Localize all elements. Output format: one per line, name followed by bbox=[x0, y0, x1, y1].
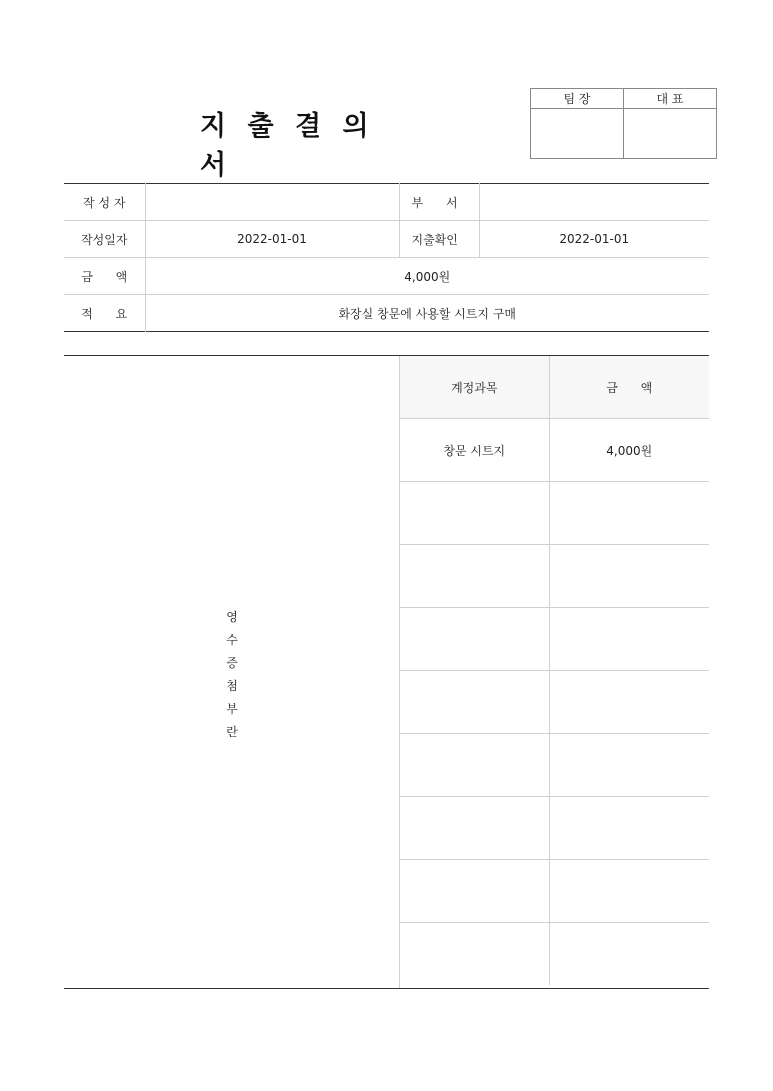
account-items-table bbox=[400, 356, 709, 985]
amount-header: 금 액 bbox=[549, 356, 709, 419]
approval-sign-ceo[interactable] bbox=[624, 109, 717, 159]
summary-value[interactable]: 화장실 창문에 사용할 시트지 구매 bbox=[338, 306, 517, 321]
approval-sign-team-lead[interactable] bbox=[531, 109, 624, 159]
writer-label: 작 성 자 bbox=[64, 184, 145, 221]
receipt-label-char: 수 bbox=[226, 633, 238, 647]
table-row bbox=[400, 860, 709, 923]
account-cell[interactable]: 창문 시트지 bbox=[400, 419, 549, 482]
receipt-attachment-area[interactable] bbox=[64, 356, 400, 988]
table-row bbox=[400, 545, 709, 608]
table-row bbox=[400, 419, 709, 482]
amount-cell[interactable] bbox=[549, 482, 709, 545]
date-value[interactable]: 2022-01-01 bbox=[145, 221, 399, 258]
account-cell[interactable] bbox=[400, 608, 549, 671]
amount-cell[interactable] bbox=[549, 734, 709, 797]
table-row bbox=[400, 923, 709, 986]
confirm-label: 지출확인 bbox=[399, 221, 479, 258]
receipt-section bbox=[64, 355, 709, 989]
dept-label: 부 서 bbox=[399, 184, 479, 221]
account-cell[interactable] bbox=[400, 797, 549, 860]
amount-cell[interactable] bbox=[549, 545, 709, 608]
amount-value[interactable]: 4,000원 bbox=[145, 258, 709, 295]
account-cell[interactable] bbox=[400, 734, 549, 797]
account-cell[interactable] bbox=[400, 923, 549, 986]
account-cell[interactable] bbox=[400, 671, 549, 734]
approval-box bbox=[530, 88, 717, 159]
date-label: 작성일자 bbox=[64, 221, 145, 258]
amount-cell[interactable] bbox=[549, 671, 709, 734]
receipt-label-char: 증 bbox=[226, 656, 238, 670]
receipt-label-char: 영 bbox=[226, 610, 238, 624]
account-cell[interactable] bbox=[400, 545, 549, 608]
table-row bbox=[400, 482, 709, 545]
table-row bbox=[400, 671, 709, 734]
summary-label: 적 요 bbox=[64, 295, 145, 332]
amount-cell[interactable] bbox=[549, 797, 709, 860]
receipt-label-char: 란 bbox=[226, 725, 238, 739]
info-table bbox=[64, 183, 709, 332]
account-cell[interactable] bbox=[400, 860, 549, 923]
amount-cell[interactable] bbox=[549, 923, 709, 986]
amount-label: 금 액 bbox=[64, 258, 145, 295]
table-row bbox=[400, 797, 709, 860]
table-row bbox=[400, 608, 709, 671]
account-header: 계정과목 bbox=[400, 356, 549, 419]
items-header-row bbox=[400, 356, 709, 419]
writer-value[interactable] bbox=[145, 184, 399, 221]
dept-value[interactable] bbox=[479, 184, 709, 221]
account-cell[interactable] bbox=[400, 482, 549, 545]
approval-header-team-lead: 팀 장 bbox=[531, 89, 624, 109]
amount-cell[interactable] bbox=[549, 608, 709, 671]
approval-header-ceo: 대 표 bbox=[624, 89, 717, 109]
receipt-label-char: 첨 bbox=[226, 679, 238, 693]
amount-cell[interactable] bbox=[549, 860, 709, 923]
table-row bbox=[400, 734, 709, 797]
document-title: 지 출 결 의 서 bbox=[200, 111, 375, 181]
amount-cell[interactable]: 4,000원 bbox=[549, 419, 709, 482]
confirm-value[interactable]: 2022-01-01 bbox=[479, 221, 709, 258]
receipt-attachment-label bbox=[224, 606, 240, 744]
receipt-label-char: 부 bbox=[226, 702, 238, 716]
